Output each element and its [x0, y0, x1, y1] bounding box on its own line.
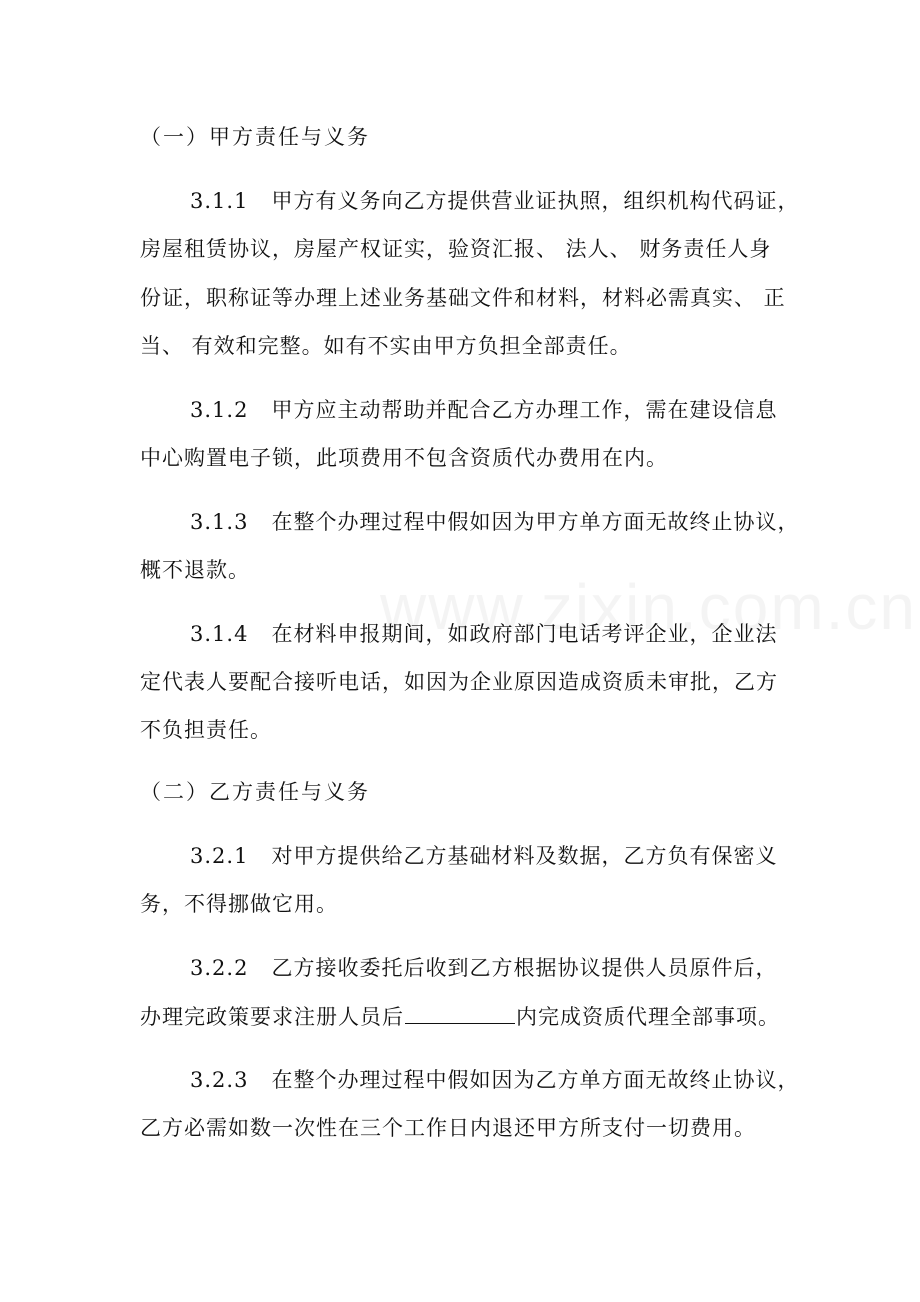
fill-in-blank[interactable]	[405, 1001, 515, 1024]
clause-number: 3.2.1	[190, 844, 249, 868]
clause-3-1-4-line-2: 定代表人要配合接听电话，如因为企业原因造成资质未审批，乙方	[140, 670, 778, 694]
clause-text: 在整个办理过程中假如因为乙方单方面无故终止协议，	[271, 1068, 800, 1092]
clause-3-2-2-line-2	[140, 1001, 800, 1032]
clause-number: 3.1.1	[190, 189, 249, 213]
clause-text: 甲方应主动帮助并配合乙方办理工作，需在建设信息	[271, 398, 778, 422]
clause-3-2-1-line-2: 务，不得挪做它用。	[140, 892, 338, 916]
clause-3-2-1-line-1	[190, 841, 800, 871]
clause-number: 3.1.2	[190, 398, 249, 422]
clause-text: 对甲方提供给乙方基础材料及数据，乙方负有保密义	[271, 844, 778, 868]
clause-text: 在整个办理过程中假如因为甲方单方面无故终止协议，	[271, 510, 800, 534]
clause-3-1-4-line-1	[190, 619, 800, 649]
clause-number: 3.2.3	[190, 1068, 249, 1092]
clause-text-after-blank: 内完成资质代理全部事项。	[516, 1005, 780, 1029]
clause-3-1-1-line-4: 当、 有效和完整。如有不实由甲方负担全部责任。	[140, 334, 632, 358]
clause-3-1-4-line-3: 不负担责任。	[140, 718, 272, 742]
clause-text-before-blank: 办理完政策要求注册人员后	[140, 1005, 404, 1029]
clause-3-1-3-line-1	[190, 507, 800, 537]
clause-3-1-1-line-2: 房屋租赁协议，房屋产权证实，验资汇报、 法人、 财务责任人身	[140, 237, 772, 261]
clause-3-2-3-line-1	[190, 1065, 800, 1095]
clause-number: 3.1.4	[190, 622, 249, 646]
clause-3-2-2-line-1	[190, 953, 800, 983]
section-heading-party-a: （一）甲方责任与义务	[140, 125, 370, 149]
clause-3-2-3-line-2: 乙方必需如数一次性在三个工作日内退还甲方所支付一切费用。	[140, 1116, 756, 1140]
clause-number: 3.1.3	[190, 510, 249, 534]
clause-text: 乙方接收委托后收到乙方根据协议提供人员原件后，	[271, 956, 778, 980]
clause-3-1-1-line-1	[190, 186, 800, 216]
clause-text: 在材料申报期间，如政府部门电话考评企业，企业法	[271, 622, 778, 646]
clause-3-1-2-line-1	[190, 395, 800, 425]
clause-text: 甲方有义务向乙方提供营业证执照，组织机构代码证，	[271, 189, 800, 213]
clause-number: 3.2.2	[190, 956, 249, 980]
section-heading-party-b: （二）乙方责任与义务	[140, 780, 370, 804]
clause-3-1-2-line-2: 中心购置电子锁，此项费用不包含资质代办费用在内。	[140, 446, 668, 470]
clause-3-1-1-line-3: 份证，职称证等办理上述业务基础文件和材料，材料必需真实、 正	[140, 286, 786, 310]
clause-3-1-3-line-2: 概不退款。	[140, 558, 250, 582]
